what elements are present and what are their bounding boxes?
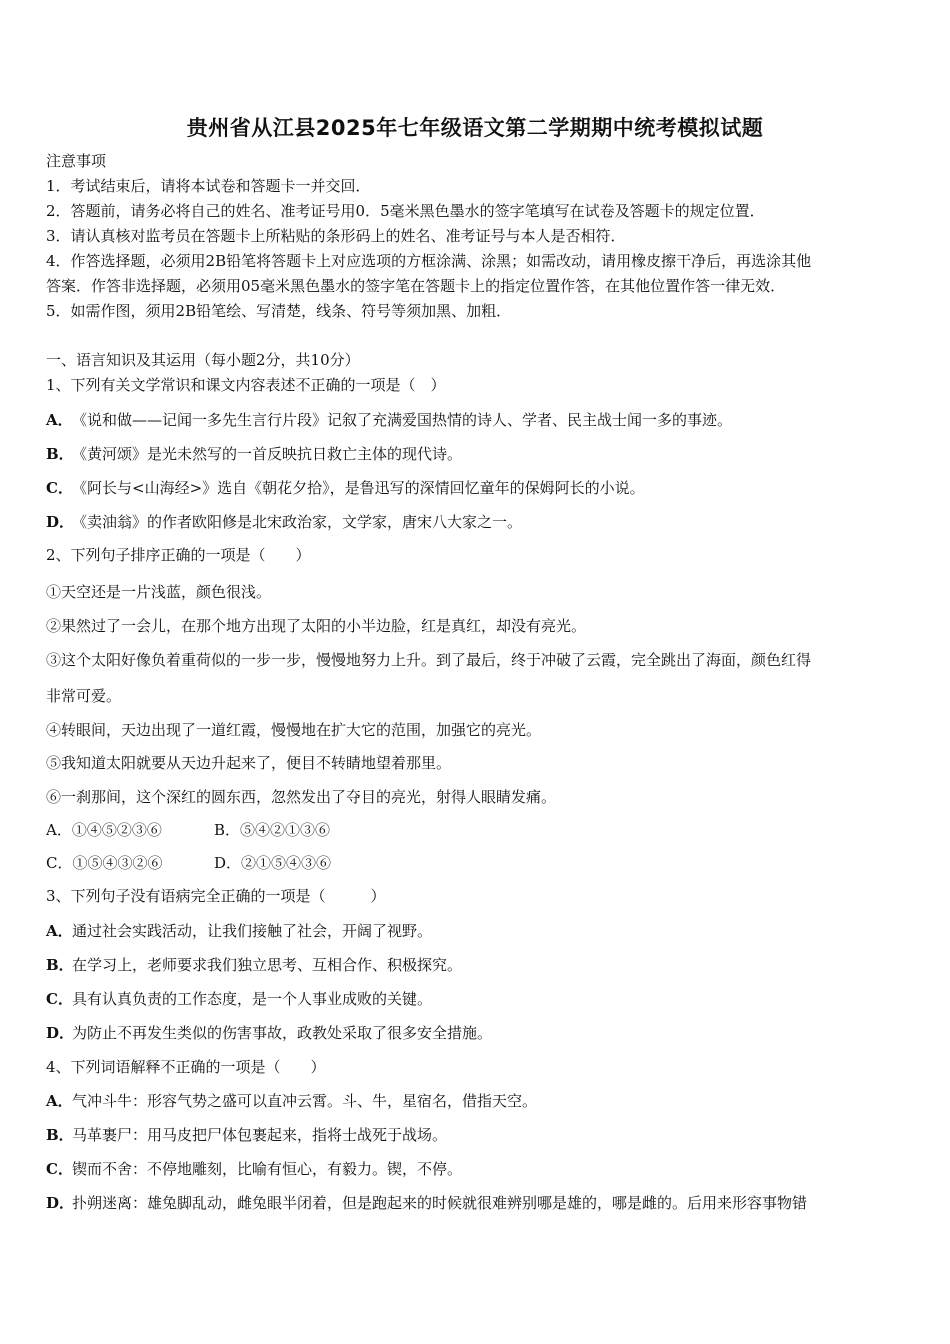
answer-option [46, 955, 462, 975]
option-text: 为防止不再发生类似的伤害事故，政教处采取了很多安全措施。 [72, 1024, 493, 1042]
sentence-item: ⑥一刹那间，这个深红的圆东西，忽然发出了夺目的亮光，射得人眼睛发痛。 [46, 788, 557, 806]
answer-option [46, 989, 432, 1009]
question-stem: 1、下列有关文学常识和课文内容表述不正确的一项是（ ） [46, 376, 446, 394]
option-text: 《阿长与<山海经>》选自《朝花夕拾》，是鲁迅写的深情回忆童年的保姆阿长的小说。 [72, 479, 645, 497]
answer-option: D．②①⑤④③⑥ [214, 854, 332, 872]
sentence-item: ⑤我知道太阳就要从天边升起来了，便目不转睛地望着那里。 [46, 754, 452, 772]
option-letter: B． [46, 445, 74, 463]
option-letter: D． [46, 513, 75, 531]
option-letter: C． [46, 479, 73, 497]
question-stem: 3、下列句子没有语病完全正确的一项是（ ） [46, 887, 386, 905]
option-letter: B． [46, 1126, 74, 1144]
option-row [46, 820, 330, 840]
option-text: 在学习上，老师要求我们独立思考、互相合作、积极探究。 [72, 956, 463, 974]
option-letter: A． [46, 411, 73, 429]
notice-item: 2．答题前，请务必将自己的姓名、准考证号用0．5毫米黑色墨水的签字笔填写在试卷及答题卡的规定位置． [46, 202, 765, 220]
option-text: 扑朔迷离：雄兔脚乱动，雌兔眼半闭着，但是跑起来的时候就很难辨别哪是雄的，哪是雌的。后用来形容事物错 [72, 1194, 808, 1212]
answer-option [46, 921, 432, 941]
page-title: 贵州省从江县2025年七年级语文第二学期期中统考模拟试题 [186, 116, 764, 140]
sentence-item: ③这个太阳好像负着重荷似的一步一步，慢慢地努力上升。到了最后，终于冲破了云霞，完全跳出了海面，颜色红得 [46, 651, 812, 669]
answer-option: B．⑤④②①③⑥ [214, 821, 331, 839]
option-letter: C． [46, 1160, 73, 1178]
notice-item: 1．考试结束后，请将本试卷和答题卡一并交回． [46, 177, 371, 195]
answer-option: C．①⑤④③②⑥ [46, 854, 163, 872]
option-letter: D． [46, 1194, 75, 1212]
option-letter: D． [46, 1024, 75, 1042]
option-text: 气冲斗牛：形容气势之盛可以直冲云霄。斗、牛，星宿名，借指天空。 [72, 1092, 538, 1110]
option-text: 通过社会实践活动，让我们接触了社会，开阔了视野。 [72, 922, 433, 940]
question-stem: 2、下列句子排序正确的一项是（ ） [46, 546, 311, 564]
sentence-item: ④转眼间，天边出现了一道红霞，慢慢地在扩大它的范围，加强它的亮光。 [46, 721, 542, 739]
sentence-item: ②果然过了一会儿，在那个地方出现了太阳的小半边脸，红是真红，却没有亮光。 [46, 617, 587, 635]
option-letter: B． [46, 956, 74, 974]
answer-option [46, 512, 522, 532]
notice-heading: 注意事项 [46, 152, 107, 170]
notice-item: 5．如需作图，须用2B铅笔绘、写清楚，线条、符号等须加黑、加粗． [46, 302, 512, 320]
option-text: 马革裹尸：用马皮把尸体包裹起来，指将士战死于战场。 [72, 1126, 448, 1144]
option-text: 《卖油翁》的作者欧阳修是北宋政治家，文学家，唐宋八大家之一。 [72, 513, 523, 531]
option-letter: A． [46, 922, 73, 940]
option-letter: A． [46, 1092, 73, 1110]
answer-option: A．①④⑤②③⑥ [46, 821, 162, 839]
option-text: 具有认真负责的工作态度，是一个人事业成败的关键。 [72, 990, 433, 1008]
answer-option [46, 1159, 462, 1179]
notice-item: 答案．作答非选择题，必须用05毫米黑色墨水的签字笔在答题卡上的指定位置作答，在其他位置作答一律无效． [46, 277, 786, 295]
answer-option [46, 1023, 492, 1043]
notice-item: 4．作答选择题，必须用2B铅笔将答题卡上对应选项的方框涂满、涂黑；如需改动，请用橡皮擦干净后，再选涂其他 [46, 252, 812, 270]
sentence-item: ①天空还是一片浅蓝，颜色很浅。 [46, 583, 272, 601]
section-heading: 一、语言知识及其运用（每小题2分，共10分） [46, 351, 360, 369]
option-row [46, 853, 331, 873]
option-text: 锲而不舍：不停地雕刻，比喻有恒心，有毅力。锲，不停。 [72, 1160, 463, 1178]
answer-option [46, 478, 645, 498]
question-stem: 4、下列词语解释不正确的一项是（ ） [46, 1058, 326, 1076]
answer-option [46, 1193, 807, 1213]
notice-item: 3．请认真核对监考员在答题卡上所粘贴的条形码上的姓名、准考证号与本人是否相符． [46, 227, 626, 245]
answer-option [46, 410, 732, 430]
answer-option [46, 1125, 447, 1145]
answer-option [46, 1091, 537, 1111]
answer-option [46, 444, 462, 464]
sentence-item: 非常可爱。 [46, 687, 122, 705]
option-text: 《黄河颂》是光未然写的一首反映抗日救亡主体的现代诗。 [72, 445, 463, 463]
option-letter: C． [46, 990, 73, 1008]
option-text: 《说和做——记闻一多先生言行片段》记叙了充满爱国热情的诗人、学者、民主战士闻一多的事迹。 [72, 411, 733, 429]
